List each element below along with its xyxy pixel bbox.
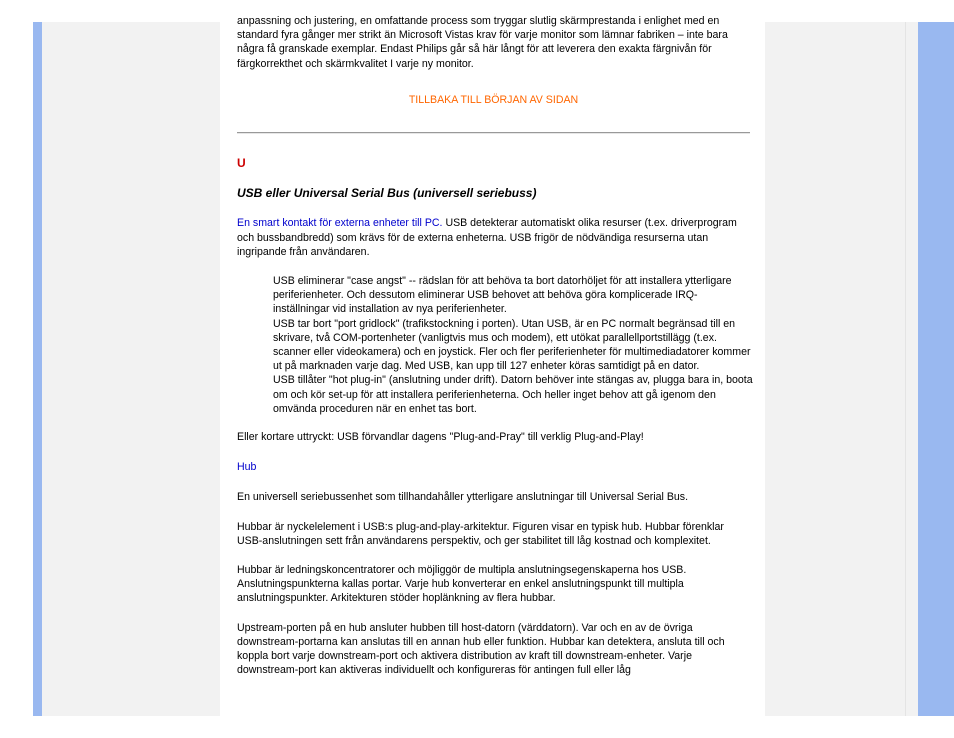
section-letter: U [237,156,246,171]
right-divider-strip [905,22,918,716]
left-margin-panel [42,22,220,716]
hub-definition: En universell seriebussenhet som tillhandahåller ytterligare anslutningar till Universal Serial Bus. [237,491,689,504]
hub-link[interactable]: Hub [237,461,257,474]
left-accent-bar [33,22,42,716]
usb-benefits-block [237,274,753,416]
usb-summary: Eller kortare uttryckt: USB förvandlar dagens "Plug-and-Pray" till verklig Plug-and-Play! [237,431,644,444]
usb-benefit-item: USB tar bort "port gridlock" (trafikstockning i porten). Utan USB, är en PC normalt begränsad till en skrivare, två COM-portenheter (vanligtvis mus och modem), ett utökat parallellportstillägg (t.ex. scanner eller videokamera) och en joystick. Fler och fler periferienheter för multimediadatorer kommer ut på marknaden varje dag. Med USB, kan upp till 127 enheter köras samtidigt på en dator. [273,317,751,373]
right-accent-bar [918,22,954,716]
term-title: USB eller Universal Serial Bus (universell seriebuss) [237,186,537,201]
hub-paragraph: Upstream-porten på en hub ansluter hubben till host-datorn (värddatorn). Var och en av de övriga downstream-portarna kan anslutas till en annan hub eller funktion. Hubbar kan detektera, ansluta till och koppla bort varje downstream-port och aktivera distribution av kraft till downstream-enheter. Varje downstream-port kan aktiveras individuellt och konfigureras för antingen full eller låg [237,621,725,677]
right-margin-panel [765,22,905,716]
usb-benefit-item: USB eliminerar "case angst" -- rädslan för att behöva ta bort datorhöljet för att installera ytterligare periferienheter. Och dessutom eliminerar USB behovet att behöva göra komplicerade IRQ-inställningar vid installation av nya periferienheter. [273,275,732,316]
section-divider [237,132,750,134]
back-to-top-link[interactable]: TILLBAKA TILL BÖRJAN AV SIDAN [408,93,579,106]
main-content [237,14,753,678]
hub-paragraph: Hubbar är ledningskoncentratorer och möjliggör de multipla anslutningsegenskaperna hos USB. Anslutningspunkterna kallas portar. Varje hub konverterar en enkel anslutningspunkt till multipla anslutningspunkter. Arkitekturen stöder hoplänkning av flera hubbar. [237,564,687,605]
usb-intro-paragraph [237,216,750,259]
usb-lead-link[interactable]: En smart kontakt för externa enheter till PC. [237,217,443,230]
usb-benefit-item: USB tillåter "hot plug-in" (anslutning under drift). Datorn behöver inte stängas av, plugga bara in, boota om och kör set-up för att installera periferienheterna. Och heller inget behov att gå igenom den omvända proceduren när en enhet tas bort. [273,374,753,415]
hub-paragraph: Hubbar är nyckelelement i USB:s plug-and-play-arkitektur. Figuren visar en typisk hub. Hubbar förenklar USB-anslutningen sett från användarens perspektiv, och ger stabilitet till låg kostnad och komplexitet. [237,520,724,547]
usb-lead-text: USB detekterar automatiskt olika resurser (t.ex. driverprogram och bussbandbredd) som krävs för de externa enheterna. USB frigör de nödvändiga resurserna utan ingripande från användaren. [237,217,737,258]
intro-paragraph: anpassning och justering, en omfattande process som tryggar slutlig skärmprestanda i enlighet med en standard fyra gånger mer strikt än Microsoft Vistas krav för varje monitor som lämnar fabriken – inte bara några få granskade exemplar. Endast Philips går så här långt för att leverera den exakta färgnivån för färgkorrekthet och skärmkvalitet I varje ny monitor. [237,15,728,70]
